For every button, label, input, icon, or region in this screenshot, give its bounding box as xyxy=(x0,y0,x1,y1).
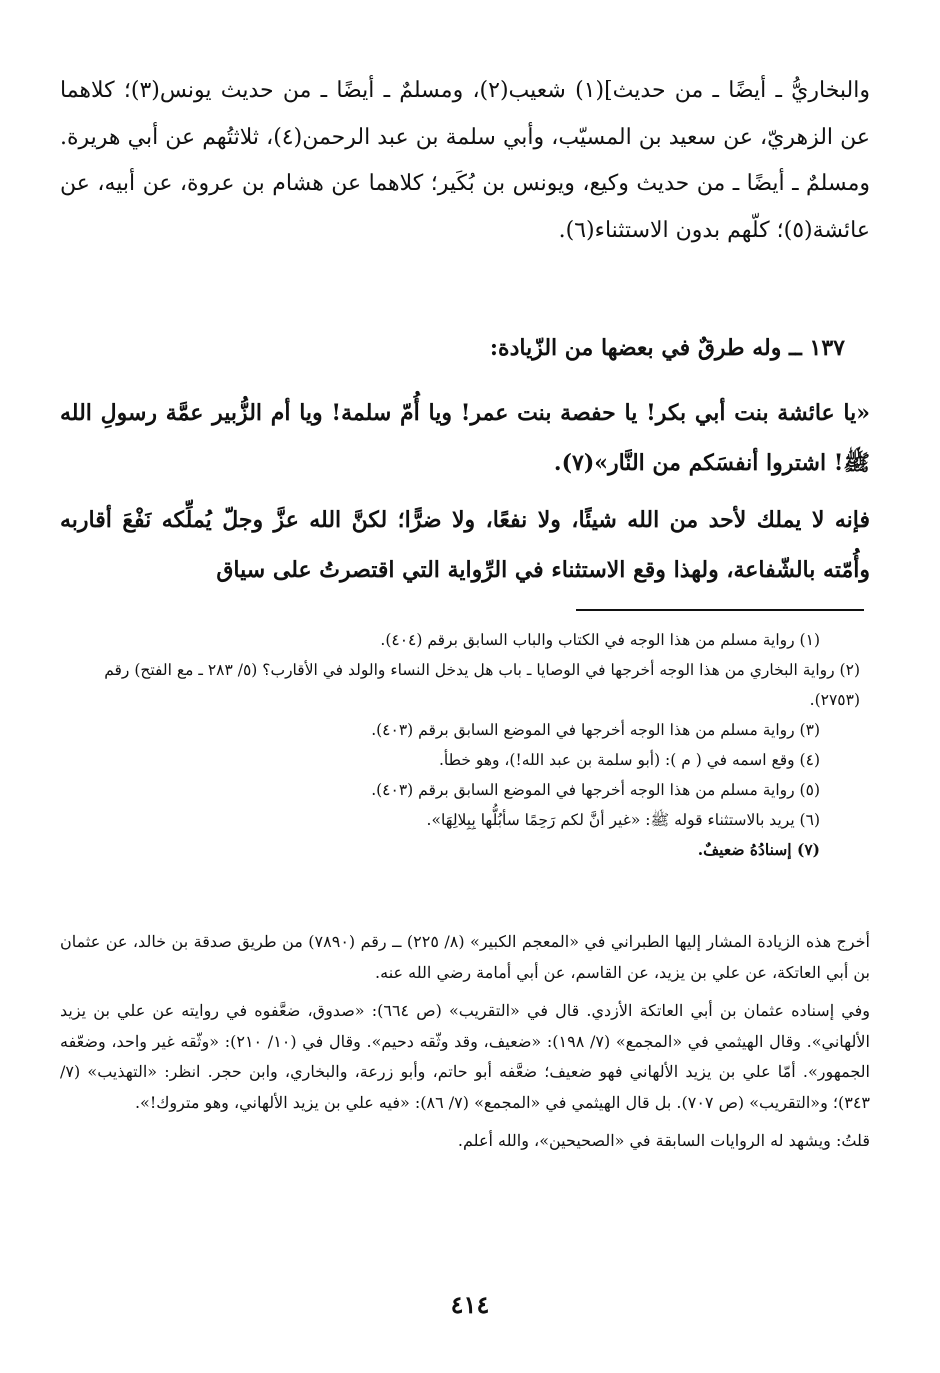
commentary-paragraph-3: قلتُ: ويشهد له الروايات السابقة في «الصحيحين»، والله أعلم. xyxy=(457,1131,870,1150)
footnote-3: (٣) رواية مسلم من هذا الوجه أخرجها في الموضع السابق برقم (٤٠٣). xyxy=(371,721,820,739)
footnote-7: (٧) إسنادُهُ ضعيفٌ. xyxy=(697,840,820,859)
main-text xyxy=(60,68,870,254)
footnote-6: (٦) يريد بالاستثناء قوله ﷺ: «غير أنَّ لكم رَحِمًا سأبُلُّها بِبِلالِهَا». xyxy=(426,811,820,829)
footnote-1: (١) رواية مسلم من هذا الوجه في الكتاب والباب السابق برقم (٤٠٤). xyxy=(380,631,820,649)
footnote-divider xyxy=(576,609,864,611)
page-number: ٤١٤ xyxy=(450,1290,490,1319)
explanation-paragraph: فإنه لا يملك لأحد من الله شيئًا، ولا نفعًا، ولا ضرًّا؛ لكنَّ الله عزَّ وجلّ يُملِّكه نَفْعَ أقاربه وأُمّته بالشّفاعة، ولهذا وقع الاستثناء في الرِّواية التي اقتصرتُ على سياق xyxy=(60,507,870,583)
hadith-text: «يا عائشة بنت أبي بكر! يا حفصة بنت عمر! ويا أُمّ سلمة! ويا أم الزُّبير عمَّة رسولِ الله ﷺ! اشتروا أنفسَكم من النَّار»(٧). xyxy=(60,400,870,476)
commentary xyxy=(60,927,870,1165)
footnote-5: (٥) رواية مسلم من هذا الوجه أخرجها في الموضع السابق برقم (٤٠٣). xyxy=(371,781,820,799)
footnote-4: (٤) وقع اسمه في ( م ): (أبو سلمة بن عبد الله!)، وهو خطأ. xyxy=(438,751,820,769)
footnotes xyxy=(70,625,860,865)
main-paragraph: والبخاريُّ ـ أيضًا ـ من حديث](١) شعيب(٢)، ومسلمٌ ـ أيضًا ـ من حديث يونس(٣)؛ كلاهما عن الزهريّ، عن سعيد بن المسيّب، وأبي سلمة بن عبد الرحمن(٤)، ثلاثتُهم عن أبي هريرة. ومسلمٌ ـ أيضًا ـ من حديث وكيع، ويونس بن بُكَير؛ كلاهما عن هشام بن عروة، عن أبيه، عن عائشة(٥)؛ كلّهم بدون الاستثناء(٦). xyxy=(60,78,871,243)
hadith-heading: ١٣٧ ــ وله طرقٌ في بعضها من الزّيادة: xyxy=(489,335,845,361)
commentary-paragraph-1: أخرج هذه الزيادة المشار إليها الطبراني في «المعجم الكبير» (٨/ ٢٢٥) ــ رقم (٧٨٩٠) من طريق صدقة بن خالد، عن عثمان بن أبي العاتكة، عن علي بن يزيد، عن القاسم، عن أبي أمامة رضي الله عنه. xyxy=(60,932,870,982)
footnote-2: (٢) رواية البخاري من هذا الوجه أخرجها في الوصايا ـ باب هل يدخل النساء والولد في الأقارب؟ (٥/ ٢٨٣ ـ مع الفتح) رقم (٢٧٥٣). xyxy=(104,661,860,709)
commentary-paragraph-2: وفي إسناده عثمان بن أبي العاتكة الأزدي. قال في «التقريب» (ص ٦٦٤): «صدوق، ضعَّفوه في روايته عن علي بن يزيد الألهاني». وقال الهيثمي في «المجمع» (٧/ ١٩٨): «ضعيف، وقد وثّقه دحيم». وقال في (١٠/ ٢١٠): «وثّقه غير واحد، وضعّفه الجمهور». أمّا علي بن يزيد الألهاني فهو ضعيف؛ ضعَّفه أبو حاتم، وأبو زرعة، والبخاري، وابن حجر. انظر: «التهذيب» (٧/ ٣٤٣)؛ و«التقريب» (ص ٧٠٧). بل قال الهيثمي في «المجمع» (٧/ ٨٦): «فيه علي بن يزيد الألهاني، وهو متروك!». xyxy=(60,1001,870,1112)
